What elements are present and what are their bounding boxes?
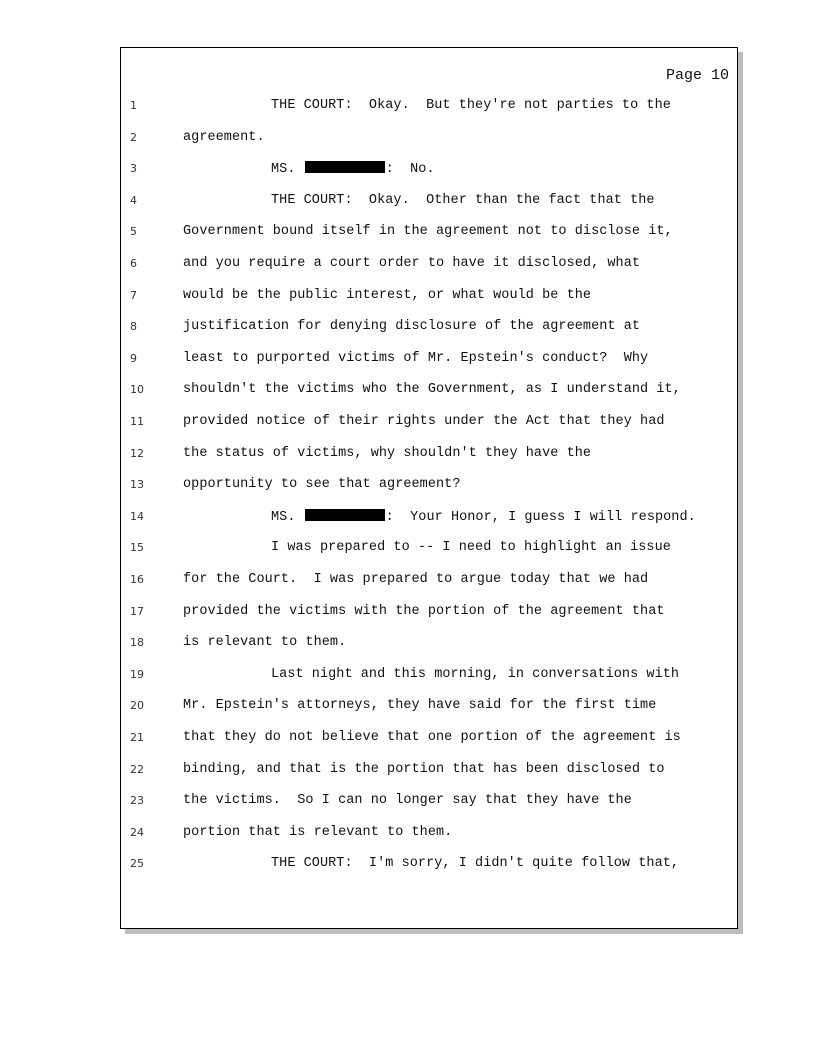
line-text-segment: that they do not believe that one portion of the agreement is bbox=[183, 730, 681, 745]
line-text bbox=[183, 319, 640, 334]
transcript-line bbox=[121, 635, 737, 655]
line-text bbox=[271, 667, 679, 682]
line-number: 19 bbox=[130, 667, 144, 681]
line-text-segment: agreement. bbox=[183, 129, 265, 145]
line-text bbox=[183, 351, 648, 366]
line-text-segment: least to purported victims of Mr. Epstein's conduct? Why bbox=[183, 350, 649, 366]
line-number: 10 bbox=[130, 383, 144, 397]
line-text bbox=[183, 572, 648, 587]
line-number: 24 bbox=[130, 825, 144, 839]
line-text bbox=[183, 762, 665, 777]
line-text-segment: : No. bbox=[385, 162, 435, 178]
transcript-line bbox=[121, 288, 737, 308]
line-text bbox=[271, 540, 671, 555]
line-text-segment: binding, and that is the portion that has been disclosed to bbox=[183, 761, 665, 777]
transcript-line bbox=[121, 193, 737, 213]
line-text bbox=[271, 161, 435, 177]
line-number: 5 bbox=[130, 225, 137, 239]
line-number: 3 bbox=[130, 162, 137, 176]
line-number: 16 bbox=[130, 573, 144, 586]
line-text-segment: MS. bbox=[271, 162, 304, 178]
line-text bbox=[183, 730, 681, 745]
line-text-segment: would be the public interest, or what would be the bbox=[183, 287, 592, 303]
line-text bbox=[183, 698, 656, 713]
transcript-line bbox=[121, 856, 737, 876]
line-text-segment: Mr. Epstein's attorneys, they have said for the first time bbox=[183, 698, 657, 714]
line-text bbox=[271, 509, 696, 525]
line-text-segment: THE COURT: Okay. Other than the fact that the bbox=[271, 192, 655, 208]
line-text bbox=[183, 477, 461, 492]
redaction-bar bbox=[305, 161, 385, 173]
transcript-line bbox=[121, 224, 737, 244]
transcript-line bbox=[121, 509, 737, 529]
transcript-line bbox=[121, 256, 737, 276]
line-text-segment: I was prepared to -- I need to highlight an issue bbox=[271, 540, 671, 556]
line-number: 8 bbox=[130, 320, 137, 334]
line-text-segment: MS. bbox=[271, 509, 304, 525]
transcript-line bbox=[121, 667, 737, 687]
transcript-line bbox=[121, 730, 737, 750]
line-number: 6 bbox=[130, 257, 137, 270]
line-text bbox=[183, 382, 681, 397]
line-text bbox=[271, 98, 671, 113]
transcript-line bbox=[121, 382, 737, 402]
line-text bbox=[183, 825, 452, 840]
line-text bbox=[183, 130, 265, 145]
line-text-segment: is relevant to them. bbox=[183, 635, 347, 651]
line-number: 15 bbox=[130, 541, 144, 555]
line-text-segment: provided the victims with the portion of the agreement that bbox=[183, 603, 665, 619]
line-text bbox=[183, 288, 591, 303]
line-number: 13 bbox=[130, 478, 144, 492]
line-text bbox=[183, 604, 665, 619]
line-text bbox=[183, 446, 591, 461]
transcript-line bbox=[121, 477, 737, 497]
line-number: 23 bbox=[130, 794, 144, 808]
line-number: 1 bbox=[130, 99, 137, 112]
line-text-segment: the victims. So I can no longer say that they have the bbox=[183, 793, 632, 809]
line-text-segment: THE COURT: Okay. But they're not parties to the bbox=[271, 98, 671, 113]
transcript-line bbox=[121, 351, 737, 371]
transcript-page bbox=[120, 47, 738, 929]
page-number: Page 10 bbox=[665, 67, 729, 84]
line-number: 22 bbox=[130, 762, 144, 776]
line-number: 12 bbox=[130, 446, 144, 460]
transcript-line bbox=[121, 793, 737, 813]
line-number: 4 bbox=[130, 193, 137, 207]
transcript-line bbox=[121, 540, 737, 560]
line-text-segment: and you require a court order to have it disclosed, what bbox=[183, 256, 641, 271]
line-text-segment: for the Court. I was prepared to argue today that we had bbox=[183, 572, 649, 587]
line-text bbox=[271, 856, 679, 871]
line-text-segment: portion that is relevant to them. bbox=[183, 824, 453, 840]
transcript-line bbox=[121, 825, 737, 845]
line-text-segment: justification for denying disclosure of the agreement at bbox=[183, 319, 641, 335]
transcript-line bbox=[121, 446, 737, 466]
transcript-line bbox=[121, 98, 737, 118]
line-text bbox=[183, 256, 640, 271]
transcript-line bbox=[121, 130, 737, 150]
line-text-segment: : Your Honor, I guess I will respond. bbox=[385, 509, 696, 525]
line-number: 14 bbox=[130, 509, 144, 523]
line-text-segment: the status of victims, why shouldn't they have the bbox=[183, 445, 592, 461]
line-text-segment: opportunity to see that agreement? bbox=[183, 477, 461, 493]
transcript-line bbox=[121, 319, 737, 339]
line-number: 17 bbox=[130, 604, 144, 618]
line-number: 21 bbox=[130, 731, 144, 744]
line-number: 20 bbox=[130, 699, 144, 713]
line-text bbox=[271, 193, 655, 208]
line-text-segment: shouldn't the victims who the Government, as I understand it, bbox=[183, 382, 681, 398]
line-text bbox=[183, 224, 673, 239]
line-text bbox=[183, 414, 665, 429]
line-number: 2 bbox=[130, 130, 137, 144]
line-text-segment: THE COURT: I'm sorry, I didn't quite follow that, bbox=[271, 856, 680, 872]
line-number: 9 bbox=[130, 351, 137, 365]
redaction-bar bbox=[305, 509, 385, 521]
line-number: 25 bbox=[130, 857, 144, 871]
line-number: 7 bbox=[130, 288, 137, 302]
transcript-line bbox=[121, 698, 737, 718]
transcript-line bbox=[121, 161, 737, 181]
line-number: 11 bbox=[130, 415, 144, 428]
transcript-line bbox=[121, 762, 737, 782]
transcript-line bbox=[121, 572, 737, 592]
transcript-line bbox=[121, 604, 737, 624]
line-text-segment: provided notice of their rights under the Act that they had bbox=[183, 414, 665, 429]
transcript-line bbox=[121, 414, 737, 434]
line-text bbox=[183, 635, 346, 650]
line-text-segment: Government bound itself in the agreement not to disclose it, bbox=[183, 224, 673, 240]
line-text bbox=[183, 793, 632, 808]
line-text-segment: Last night and this morning, in conversations with bbox=[271, 666, 680, 682]
line-number: 18 bbox=[130, 636, 144, 650]
